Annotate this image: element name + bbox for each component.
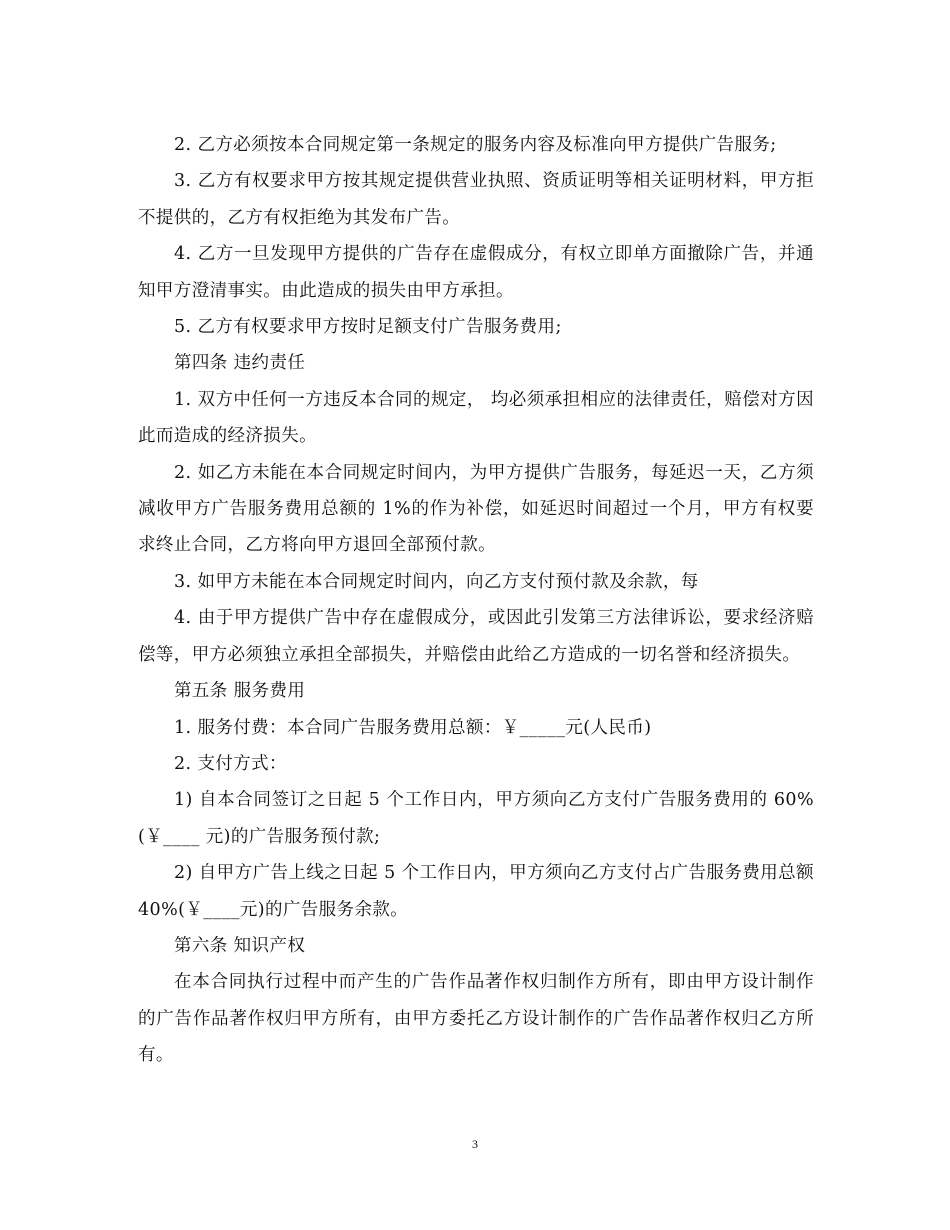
fee-clause-2: 2. 支付方式： bbox=[174, 753, 287, 774]
ip-clause: 在本合同执行过程中而产生的广告作品著作权归制作方所有，即由甲方设计制作的广告作品著作权归甲方所有，由甲方委托乙方设计制作的广告作品著作权归乙方所有。 bbox=[138, 972, 814, 1066]
breach-clause-2: 2. 如乙方未能在本合同规定时间内，为甲方提供广告服务，每延迟一天，乙方须减收甲方广告服务费用总额的 1%的作为补偿，如延迟时间超过一个月，甲方有权要求终止合同，乙方将向甲方退回全部预付款。 bbox=[138, 462, 814, 556]
fee-clause-1: 1. 服务付费：本合同广告服务费用总额：￥_____元(人民币) bbox=[174, 717, 652, 738]
page-number: 3 bbox=[472, 1137, 478, 1151]
clause-2-service-obligation: 2. 乙方必须按本合同规定第一条规定的服务内容及标准向甲方提供广告服务; bbox=[174, 135, 777, 155]
fee-subclause-2: 2) 自甲方广告上线之日起 5 个工作日内，甲方须向乙方支付占广告服务费用总额 40%(￥____元)的广告服务余款。 bbox=[138, 863, 814, 920]
breach-clause-1: 1. 双方中任何一方违反本合同的规定， 均必须承担相应的法律责任，赔偿对方因此而造成的经济损失。 bbox=[138, 389, 814, 447]
breach-clause-4: 4. 由于甲方提供广告中存在虚假成分，或因此引发第三方法律诉讼，要求经济赔偿等，甲方必须独立承担全部损失，并赔偿由此给乙方造成的一切名誉和经济损失。 bbox=[138, 608, 814, 665]
breach-clause-3: 3. 如甲方未能在本合同规定时间内，向乙方支付预付款及余款，每 bbox=[174, 571, 699, 592]
fee-subclause-1: 1) 自本合同签订之日起 5 个工作日内，甲方须向乙方支付广告服务费用的 60%(￥____ 元)的广告服务预付款; bbox=[138, 790, 814, 847]
clause-5-payment-request: 5. 乙方有权要求甲方按时足额支付广告服务费用; bbox=[174, 317, 562, 338]
section-heading-breach: 第四条 违约责任 bbox=[174, 353, 306, 374]
clause-3-license-request: 3. 乙方有权要求甲方按其规定提供营业执照、资质证明等相关证明材料，甲方拒不提供的，乙方有权拒绝为其发布广告。 bbox=[138, 171, 814, 228]
clause-4-false-ad-removal: 4. 乙方一旦发现甲方提供的广告存在虚假成分，有权立即单方面撤除广告，并通知甲方澄清事实。由此造成的损失由甲方承担。 bbox=[138, 244, 814, 301]
document-body bbox=[138, 127, 814, 1074]
section-heading-fees: 第五条 服务费用 bbox=[174, 681, 306, 702]
section-heading-ip: 第六条 知识产权 bbox=[174, 935, 306, 956]
